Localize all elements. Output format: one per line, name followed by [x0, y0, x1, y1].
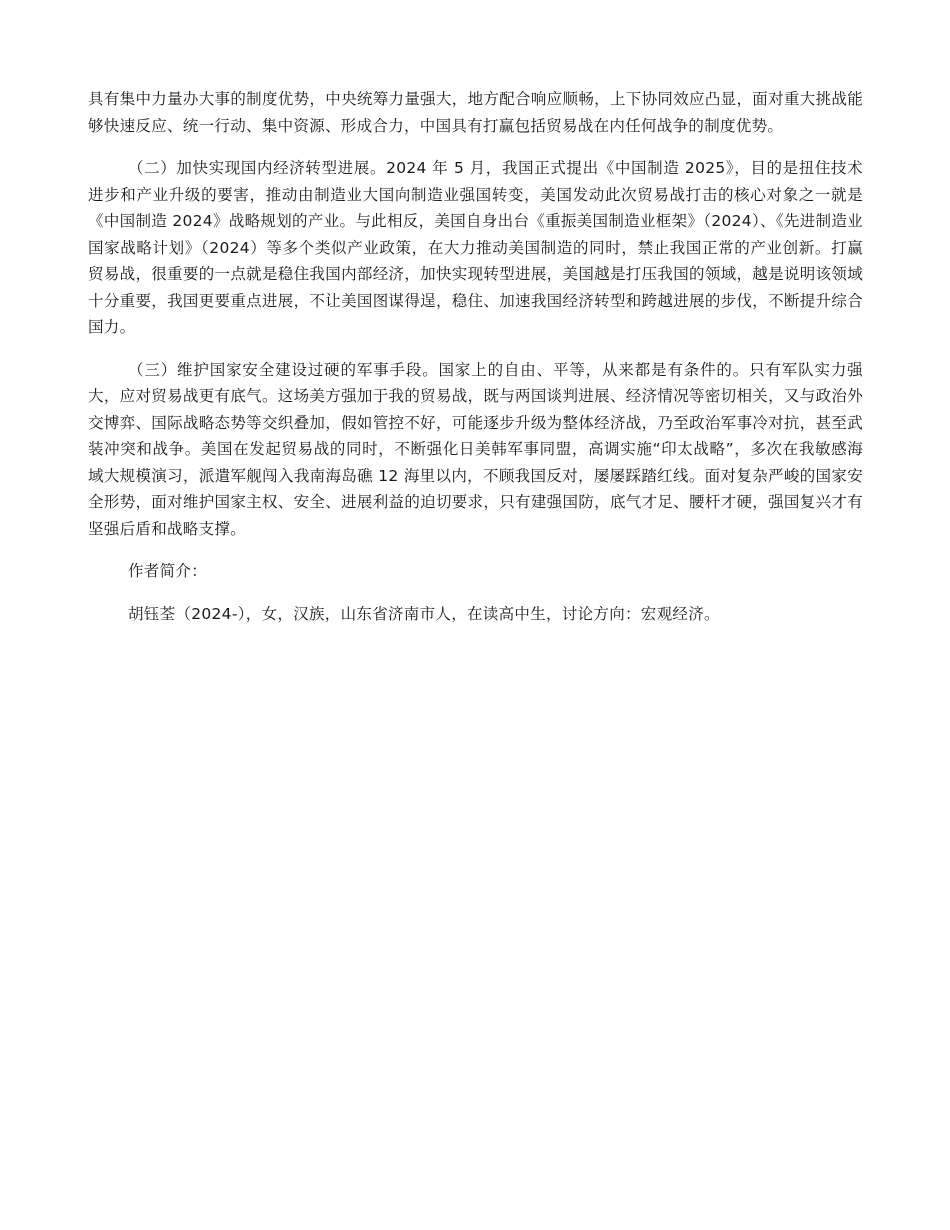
author-intro-heading: 作者简介：	[128, 562, 208, 580]
paragraph-national-security: （三）维护国家安全建设过硬的军事手段。国家上的自由、平等，从来都是有条件的。只有军队实力强大，应对贸易战更有底气。这场美方强加于我的贸易战，既与两国谈判进展、经济情况等密切相关，又与政治外交博弈、国际战略态势等交织叠加，假如管控不好，可能逐步升级为整体经济战，乃至政治军事冷对抗，甚至武装冲突和战争。美国在发起贸易战的同时，不断强化日美韩军事同盟，高调实施“印太战略”，多次在我敏感海域大规模演习，派遣军舰闯入我南海岛礁 12 海里以内，不顾我国反对，屡屡踩踏红线。面对复杂严峻的国家安全形势，面对维护国家主权、安全、进展利益的迫切要求，只有建强国防，底气才足、腰杆才硬，强国复兴才有坚强后盾和战略支撑。	[88, 360, 863, 538]
document-page	[88, 86, 863, 627]
paragraph-institutional-advantage: 具有集中力量办大事的制度优势，中央统筹力量强大，地方配合响应顺畅，上下协同效应凸显，面对重大挑战能够快速反应、统一行动、集中资源、形成合力，中国具有打赢包括贸易战在内任何战争的制度优势。	[88, 90, 863, 135]
author-intro-text: 胡钰荃（2024-），女，汉族，山东省济南市人，在读高中生，讨论方向：宏观经济。	[128, 604, 720, 623]
paragraph-economic-transformation: （二）加快实现国内经济转型进展。2024 年 5 月，我国正式提出《中国制造 2025》，目的是扭住技术进步和产业升级的要害，推动由制造业大国向制造业强国转变，美国发动此次贸易战打击的核心对象之一就是《中国制造 2024》战略规划的产业。与此相反，美国自身出台《重振美国制造业框架》（2024）、《先进制造业国家战略计划》（2024）等多个类似产业政策，在大力推动美国制造的同时，禁止我国正常的产业创新。打赢贸易战，很重要的一点就是稳住我国内部经济，加快实现转型进展，美国越是打压我国的领域，越是说明该领域十分重要，我国更要重点进展，不让美国图谋得逞，稳住、加速我国经济转型和跨越进展的步伐，不断提升综合国力。	[88, 159, 863, 336]
